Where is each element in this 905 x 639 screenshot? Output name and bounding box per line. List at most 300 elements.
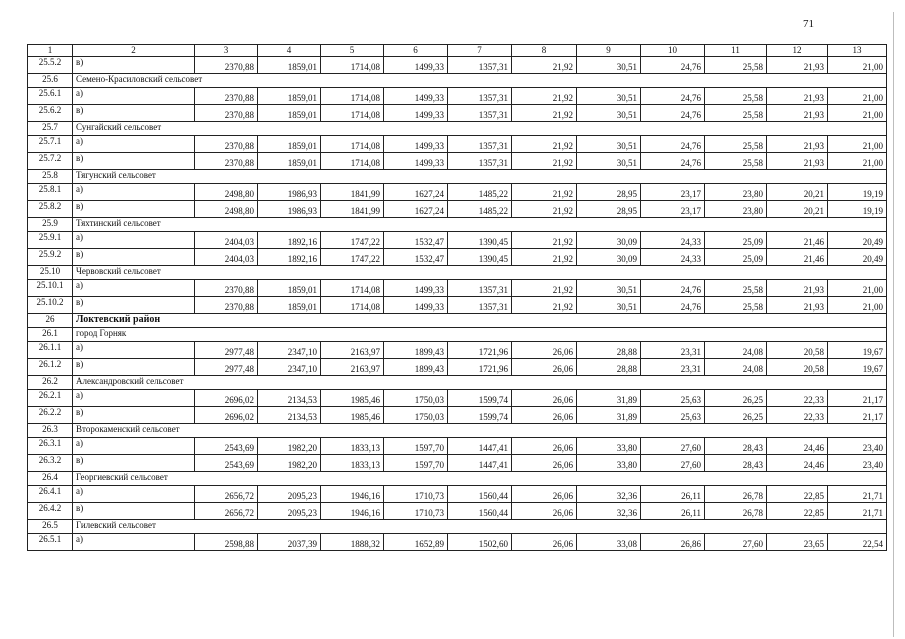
value-cell: 2134,53	[258, 390, 321, 407]
value-cell: 1859,01	[258, 57, 321, 74]
value-cell: 1982,20	[258, 455, 321, 472]
value-cell: 21,93	[767, 297, 828, 314]
value-cell: 1859,01	[258, 280, 321, 297]
value-cell: 1946,16	[321, 503, 384, 520]
row-code: 25.9.1	[28, 232, 73, 249]
value-cell: 2370,88	[195, 297, 258, 314]
value-cell: 30,51	[577, 136, 641, 153]
column-header: 2	[73, 45, 195, 57]
value-cell: 30,51	[577, 57, 641, 74]
value-cell: 24,33	[641, 232, 705, 249]
value-cell: 1499,33	[384, 280, 448, 297]
sub-item-label: в)	[73, 57, 195, 74]
value-cell: 2037,39	[258, 534, 321, 551]
sub-item-label: а)	[73, 486, 195, 503]
value-cell: 23,40	[828, 455, 887, 472]
value-cell: 22,33	[767, 407, 828, 424]
settlement-header-row	[28, 472, 887, 486]
value-cell: 24,76	[641, 105, 705, 122]
value-cell: 1499,33	[384, 297, 448, 314]
column-number-row	[28, 45, 887, 57]
value-cell: 25,09	[705, 232, 767, 249]
value-cell: 25,63	[641, 407, 705, 424]
value-cell: 1652,89	[384, 534, 448, 551]
section-name: Александровский сельсовет	[73, 376, 887, 390]
value-cell: 1560,44	[448, 503, 512, 520]
table-row	[28, 455, 887, 472]
value-cell: 21,00	[828, 297, 887, 314]
value-cell: 26,06	[512, 390, 577, 407]
value-cell: 23,31	[641, 342, 705, 359]
value-cell: 1357,31	[448, 88, 512, 105]
value-cell: 1390,45	[448, 249, 512, 266]
sub-item-label: в)	[73, 201, 195, 218]
value-cell: 28,95	[577, 184, 641, 201]
value-cell: 30,51	[577, 280, 641, 297]
value-cell: 21,71	[828, 486, 887, 503]
value-cell: 23,40	[828, 438, 887, 455]
value-cell: 30,51	[577, 153, 641, 170]
value-cell: 2498,80	[195, 184, 258, 201]
value-cell: 1859,01	[258, 136, 321, 153]
value-cell: 21,92	[512, 201, 577, 218]
settlement-header-row	[28, 376, 887, 390]
value-cell: 1841,99	[321, 201, 384, 218]
value-cell: 1946,16	[321, 486, 384, 503]
value-cell: 24,76	[641, 57, 705, 74]
table-row	[28, 88, 887, 105]
value-cell: 1357,31	[448, 297, 512, 314]
row-code: 25.9	[28, 218, 73, 232]
value-cell: 28,95	[577, 201, 641, 218]
value-cell: 1859,01	[258, 105, 321, 122]
value-cell: 2543,69	[195, 455, 258, 472]
column-header: 8	[512, 45, 577, 57]
section-name: город Горняк	[73, 328, 887, 342]
value-cell: 1357,31	[448, 153, 512, 170]
value-cell: 2370,88	[195, 57, 258, 74]
value-cell: 20,49	[828, 249, 887, 266]
table-row	[28, 136, 887, 153]
value-cell: 2163,97	[321, 359, 384, 376]
value-cell: 1447,41	[448, 438, 512, 455]
value-cell: 21,00	[828, 136, 887, 153]
sub-item-label: а)	[73, 438, 195, 455]
value-cell: 2370,88	[195, 280, 258, 297]
value-cell: 1714,08	[321, 280, 384, 297]
column-header: 11	[705, 45, 767, 57]
value-cell: 1357,31	[448, 57, 512, 74]
row-code: 25.8.1	[28, 184, 73, 201]
table-row	[28, 280, 887, 297]
page-edge-rule	[893, 12, 894, 637]
district-header-row	[28, 314, 887, 328]
settlement-header-row	[28, 122, 887, 136]
value-cell: 21,92	[512, 136, 577, 153]
row-code: 25.7	[28, 122, 73, 136]
row-code: 25.10.2	[28, 297, 73, 314]
value-cell: 1499,33	[384, 57, 448, 74]
value-cell: 1499,33	[384, 153, 448, 170]
value-cell: 24,08	[705, 342, 767, 359]
value-cell: 2696,02	[195, 407, 258, 424]
table-row	[28, 342, 887, 359]
value-cell: 21,92	[512, 184, 577, 201]
value-cell: 24,76	[641, 136, 705, 153]
value-cell: 2347,10	[258, 359, 321, 376]
row-code: 25.6.2	[28, 105, 73, 122]
value-cell: 2370,88	[195, 136, 258, 153]
column-header: 10	[641, 45, 705, 57]
value-cell: 1899,43	[384, 342, 448, 359]
row-code: 26.1	[28, 328, 73, 342]
value-cell: 19,19	[828, 184, 887, 201]
row-code: 25.10.1	[28, 280, 73, 297]
value-cell: 2696,02	[195, 390, 258, 407]
value-cell: 25,63	[641, 390, 705, 407]
value-cell: 1721,96	[448, 342, 512, 359]
sub-item-label: в)	[73, 359, 195, 376]
value-cell: 2498,80	[195, 201, 258, 218]
column-header: 9	[577, 45, 641, 57]
table-row	[28, 359, 887, 376]
value-cell: 1599,74	[448, 407, 512, 424]
table-row	[28, 438, 887, 455]
value-cell: 1710,73	[384, 486, 448, 503]
value-cell: 2370,88	[195, 105, 258, 122]
value-cell: 1499,33	[384, 136, 448, 153]
row-code: 26.4.1	[28, 486, 73, 503]
section-name: Второкаменский сельсовет	[73, 424, 887, 438]
value-cell: 1714,08	[321, 153, 384, 170]
value-cell: 30,09	[577, 249, 641, 266]
value-cell: 25,58	[705, 57, 767, 74]
value-cell: 21,46	[767, 232, 828, 249]
value-cell: 1502,60	[448, 534, 512, 551]
value-cell: 2095,23	[258, 486, 321, 503]
sub-item-label: в)	[73, 407, 195, 424]
value-cell: 1714,08	[321, 105, 384, 122]
value-cell: 1747,22	[321, 232, 384, 249]
value-cell: 1357,31	[448, 105, 512, 122]
value-cell: 1899,43	[384, 359, 448, 376]
row-code: 26.2	[28, 376, 73, 390]
column-header: 3	[195, 45, 258, 57]
sub-item-label: в)	[73, 297, 195, 314]
section-name: Семено-Красиловский сельсовет	[73, 74, 887, 88]
row-code: 26.1.2	[28, 359, 73, 376]
page-number: 71	[803, 18, 814, 30]
value-cell: 1892,16	[258, 249, 321, 266]
value-cell: 21,92	[512, 105, 577, 122]
column-header: 13	[828, 45, 887, 57]
value-cell: 1714,08	[321, 136, 384, 153]
row-code: 25.8	[28, 170, 73, 184]
value-cell: 21,93	[767, 136, 828, 153]
value-cell: 2977,48	[195, 342, 258, 359]
section-name: Гилевский сельсовет	[73, 520, 887, 534]
value-cell: 2163,97	[321, 342, 384, 359]
column-header: 5	[321, 45, 384, 57]
value-cell: 1985,46	[321, 390, 384, 407]
table-row	[28, 153, 887, 170]
value-cell: 21,71	[828, 503, 887, 520]
value-cell: 1841,99	[321, 184, 384, 201]
row-code: 26.2.1	[28, 390, 73, 407]
value-cell: 1627,24	[384, 201, 448, 218]
value-cell: 26,06	[512, 407, 577, 424]
value-cell: 28,88	[577, 359, 641, 376]
value-cell: 27,60	[641, 455, 705, 472]
value-cell: 26,06	[512, 342, 577, 359]
sub-item-label: а)	[73, 136, 195, 153]
value-cell: 21,92	[512, 153, 577, 170]
value-cell: 23,17	[641, 184, 705, 201]
value-cell: 2598,88	[195, 534, 258, 551]
column-header: 12	[767, 45, 828, 57]
value-cell: 1485,22	[448, 184, 512, 201]
value-cell: 22,54	[828, 534, 887, 551]
table-row	[28, 201, 887, 218]
value-cell: 21,92	[512, 280, 577, 297]
value-cell: 26,11	[641, 503, 705, 520]
value-cell: 21,00	[828, 153, 887, 170]
table-row	[28, 105, 887, 122]
value-cell: 21,93	[767, 105, 828, 122]
value-cell: 1560,44	[448, 486, 512, 503]
value-cell: 25,58	[705, 88, 767, 105]
sub-item-label: а)	[73, 184, 195, 201]
value-cell: 31,89	[577, 407, 641, 424]
value-cell: 21,00	[828, 280, 887, 297]
tariff-table	[27, 44, 887, 551]
value-cell: 21,00	[828, 57, 887, 74]
value-cell: 32,36	[577, 503, 641, 520]
value-cell: 22,33	[767, 390, 828, 407]
row-code: 26.4.2	[28, 503, 73, 520]
value-cell: 33,80	[577, 455, 641, 472]
value-cell: 2977,48	[195, 359, 258, 376]
settlement-header-row	[28, 328, 887, 342]
column-header: 7	[448, 45, 512, 57]
value-cell: 1892,16	[258, 232, 321, 249]
table-row	[28, 390, 887, 407]
row-code: 25.7.2	[28, 153, 73, 170]
table-row	[28, 184, 887, 201]
settlement-header-row	[28, 424, 887, 438]
value-cell: 20,58	[767, 342, 828, 359]
value-cell: 26,06	[512, 486, 577, 503]
value-cell: 23,80	[705, 201, 767, 218]
value-cell: 21,92	[512, 88, 577, 105]
value-cell: 2656,72	[195, 503, 258, 520]
settlement-header-row	[28, 520, 887, 534]
value-cell: 1714,08	[321, 57, 384, 74]
value-cell: 21,92	[512, 249, 577, 266]
value-cell: 21,00	[828, 105, 887, 122]
value-cell: 27,60	[641, 438, 705, 455]
value-cell: 21,93	[767, 280, 828, 297]
table-row	[28, 534, 887, 551]
value-cell: 1499,33	[384, 105, 448, 122]
value-cell: 23,31	[641, 359, 705, 376]
value-cell: 33,08	[577, 534, 641, 551]
row-code: 26.4	[28, 472, 73, 486]
value-cell: 21,92	[512, 232, 577, 249]
table-row	[28, 249, 887, 266]
value-cell: 20,21	[767, 201, 828, 218]
table-row	[28, 503, 887, 520]
value-cell: 1859,01	[258, 153, 321, 170]
value-cell: 1710,73	[384, 503, 448, 520]
value-cell: 1859,01	[258, 88, 321, 105]
settlement-header-row	[28, 74, 887, 88]
value-cell: 25,58	[705, 153, 767, 170]
value-cell: 1597,70	[384, 438, 448, 455]
sub-item-label: в)	[73, 153, 195, 170]
value-cell: 21,92	[512, 297, 577, 314]
value-cell: 1750,03	[384, 390, 448, 407]
value-cell: 1859,01	[258, 297, 321, 314]
row-code: 26.3.2	[28, 455, 73, 472]
row-code: 25.9.2	[28, 249, 73, 266]
section-name: Тягунский сельсовет	[73, 170, 887, 184]
value-cell: 2095,23	[258, 503, 321, 520]
value-cell: 26,06	[512, 503, 577, 520]
section-name: Георгиевский сельсовет	[73, 472, 887, 486]
value-cell: 25,09	[705, 249, 767, 266]
value-cell: 28,43	[705, 438, 767, 455]
value-cell: 22,85	[767, 486, 828, 503]
value-cell: 26,78	[705, 486, 767, 503]
row-code: 25.6.1	[28, 88, 73, 105]
value-cell: 24,33	[641, 249, 705, 266]
value-cell: 1599,74	[448, 390, 512, 407]
value-cell: 30,09	[577, 232, 641, 249]
value-cell: 23,65	[767, 534, 828, 551]
sub-item-label: а)	[73, 280, 195, 297]
value-cell: 1985,46	[321, 407, 384, 424]
sub-item-label: в)	[73, 249, 195, 266]
value-cell: 22,85	[767, 503, 828, 520]
value-cell: 26,86	[641, 534, 705, 551]
value-cell: 21,93	[767, 57, 828, 74]
value-cell: 1986,93	[258, 201, 321, 218]
value-cell: 19,19	[828, 201, 887, 218]
value-cell: 1833,13	[321, 438, 384, 455]
value-cell: 23,17	[641, 201, 705, 218]
value-cell: 21,17	[828, 390, 887, 407]
value-cell: 1721,96	[448, 359, 512, 376]
table-row	[28, 232, 887, 249]
value-cell: 2134,53	[258, 407, 321, 424]
value-cell: 26,25	[705, 407, 767, 424]
value-cell: 25,58	[705, 280, 767, 297]
column-header: 1	[28, 45, 73, 57]
row-code: 25.6	[28, 74, 73, 88]
row-code: 25.8.2	[28, 201, 73, 218]
sub-item-label: в)	[73, 105, 195, 122]
value-cell: 26,06	[512, 455, 577, 472]
value-cell: 21,46	[767, 249, 828, 266]
value-cell: 26,06	[512, 534, 577, 551]
value-cell: 25,58	[705, 136, 767, 153]
value-cell: 1597,70	[384, 455, 448, 472]
value-cell: 21,00	[828, 88, 887, 105]
table-row	[28, 57, 887, 74]
value-cell: 19,67	[828, 359, 887, 376]
value-cell: 2404,03	[195, 249, 258, 266]
sub-item-label: а)	[73, 342, 195, 359]
value-cell: 28,43	[705, 455, 767, 472]
value-cell: 23,80	[705, 184, 767, 201]
value-cell: 1750,03	[384, 407, 448, 424]
table-row	[28, 297, 887, 314]
value-cell: 2370,88	[195, 88, 258, 105]
row-code: 25.10	[28, 266, 73, 280]
settlement-header-row	[28, 170, 887, 184]
value-cell: 1714,08	[321, 88, 384, 105]
value-cell: 21,93	[767, 88, 828, 105]
row-code: 25.5.2	[28, 57, 73, 74]
value-cell: 1357,31	[448, 136, 512, 153]
value-cell: 2347,10	[258, 342, 321, 359]
row-code: 26.1.1	[28, 342, 73, 359]
sub-item-label: а)	[73, 534, 195, 551]
row-code: 26.3.1	[28, 438, 73, 455]
value-cell: 28,88	[577, 342, 641, 359]
value-cell: 2370,88	[195, 153, 258, 170]
value-cell: 1747,22	[321, 249, 384, 266]
row-code: 26	[28, 314, 73, 328]
value-cell: 20,58	[767, 359, 828, 376]
settlement-header-row	[28, 218, 887, 232]
value-cell: 26,25	[705, 390, 767, 407]
value-cell: 24,76	[641, 88, 705, 105]
value-cell: 20,49	[828, 232, 887, 249]
value-cell: 21,17	[828, 407, 887, 424]
section-name: Локтевский район	[73, 314, 887, 328]
value-cell: 1833,13	[321, 455, 384, 472]
settlement-header-row	[28, 266, 887, 280]
row-code: 25.7.1	[28, 136, 73, 153]
value-cell: 30,51	[577, 297, 641, 314]
column-header: 6	[384, 45, 448, 57]
value-cell: 24,76	[641, 280, 705, 297]
value-cell: 1499,33	[384, 88, 448, 105]
table-row	[28, 486, 887, 503]
value-cell: 26,78	[705, 503, 767, 520]
column-header: 4	[258, 45, 321, 57]
sub-item-label: в)	[73, 503, 195, 520]
table-body	[28, 57, 887, 551]
value-cell: 26,11	[641, 486, 705, 503]
value-cell: 30,51	[577, 105, 641, 122]
row-code: 26.5.1	[28, 534, 73, 551]
value-cell: 1532,47	[384, 249, 448, 266]
value-cell: 1982,20	[258, 438, 321, 455]
section-name: Червовский сельсовет	[73, 266, 887, 280]
value-cell: 21,92	[512, 57, 577, 74]
value-cell: 1888,32	[321, 534, 384, 551]
value-cell: 1390,45	[448, 232, 512, 249]
section-name: Сунгайский сельсовет	[73, 122, 887, 136]
row-code: 26.2.2	[28, 407, 73, 424]
sub-item-label: а)	[73, 88, 195, 105]
value-cell: 25,58	[705, 105, 767, 122]
value-cell: 24,76	[641, 153, 705, 170]
value-cell: 1447,41	[448, 455, 512, 472]
